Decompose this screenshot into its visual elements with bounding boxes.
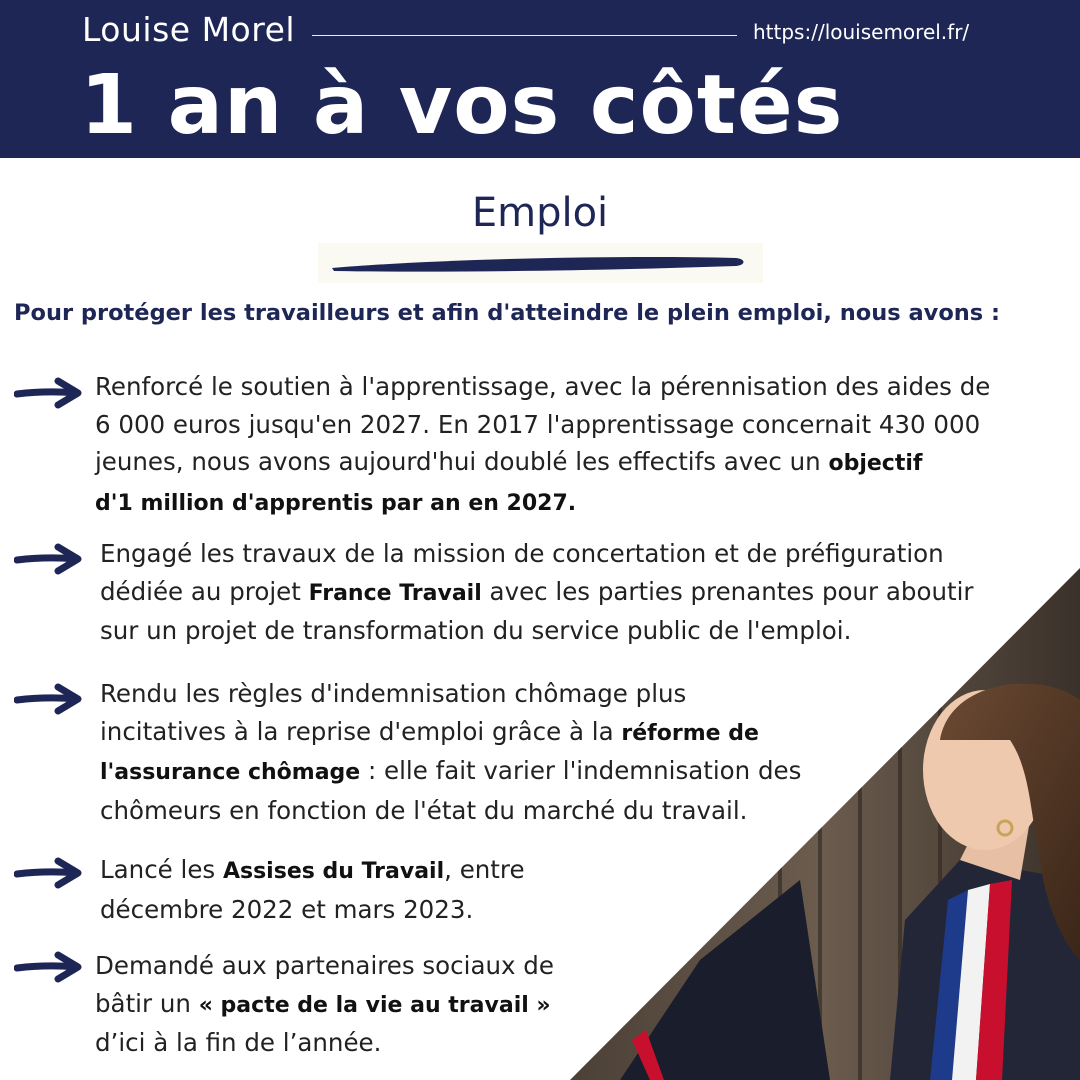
- item-line: Rendu les règles d'indemnisation chômage plus: [100, 679, 687, 708]
- list-item: [100, 535, 1075, 650]
- item-text: Lancé les: [100, 855, 223, 884]
- author-name: Louise Morel: [82, 10, 296, 49]
- arrow-right-icon: [14, 950, 82, 984]
- item-line: 6 000 euros jusqu'en 2027. En 2017 l'apprentissage concernait 430 000: [95, 409, 981, 439]
- item-highlight: Assises du Travail: [222, 859, 445, 884]
- item-line: [100, 713, 860, 753]
- item-line: Renforcé le soutien à l'apprentissage, avec la pérennisation des aides de: [95, 372, 991, 401]
- item-line: [100, 573, 1075, 613]
- item-text: avec les parties prenantes pour aboutir: [481, 576, 974, 606]
- arrow-right-icon: [14, 376, 82, 410]
- item-highlight: France Travail: [308, 580, 482, 606]
- item-highlight: objectif: [828, 451, 923, 476]
- section-title: Emploi: [471, 190, 609, 236]
- item-line: Demandé aux partenaires sociaux de: [95, 951, 554, 980]
- item-line: Engagé les travaux de la mission de concertation et de préfiguration: [100, 539, 944, 568]
- page-title: 1 an à vos côtés: [80, 58, 844, 153]
- item-highlight: réforme de: [621, 720, 759, 746]
- item-line: [95, 483, 1075, 523]
- item-text: incitatives à la reprise d'emploi grâce à la: [100, 716, 622, 746]
- item-line: d’ici à la fin de l’année.: [95, 1028, 382, 1057]
- item-text: jeunes, nous avons aujourd'hui doublé les effectifs avec un: [95, 447, 829, 476]
- list-item: [100, 675, 860, 829]
- item-line: [95, 985, 615, 1025]
- website-link[interactable]: https://louisemorel.fr/: [753, 20, 970, 44]
- item-line: [95, 443, 1075, 483]
- arrow-right-icon: [14, 856, 82, 890]
- item-text: dédiée au projet: [100, 576, 309, 606]
- item-text: bâtir un: [95, 988, 199, 1018]
- item-line: sur un projet de transformation du service public de l'emploi.: [100, 616, 852, 645]
- item-text: : elle fait varier l'indemnisation des: [360, 756, 802, 785]
- item-line: décembre 2022 et mars 2023.: [100, 894, 474, 924]
- list-item: [100, 851, 660, 928]
- intro-text: Pour protéger les travailleurs et afin d'atteindre le plein emploi, nous avons :: [14, 300, 1001, 326]
- list-item: [95, 368, 1075, 522]
- item-highlight: « pacte de la vie au travail »: [198, 992, 551, 1018]
- arrow-right-icon: [14, 542, 82, 576]
- list-item: [95, 947, 615, 1062]
- item-line: [100, 752, 860, 792]
- arrow-right-icon: [14, 682, 82, 716]
- item-highlight: l'assurance chômage: [100, 760, 361, 785]
- item-highlight: d'1 million d'apprentis par an en 2027.: [95, 490, 577, 516]
- item-line: chômeurs en fonction de l'état du marché du travail.: [100, 795, 748, 825]
- item-line: [100, 851, 660, 891]
- item-text: , entre: [444, 855, 525, 884]
